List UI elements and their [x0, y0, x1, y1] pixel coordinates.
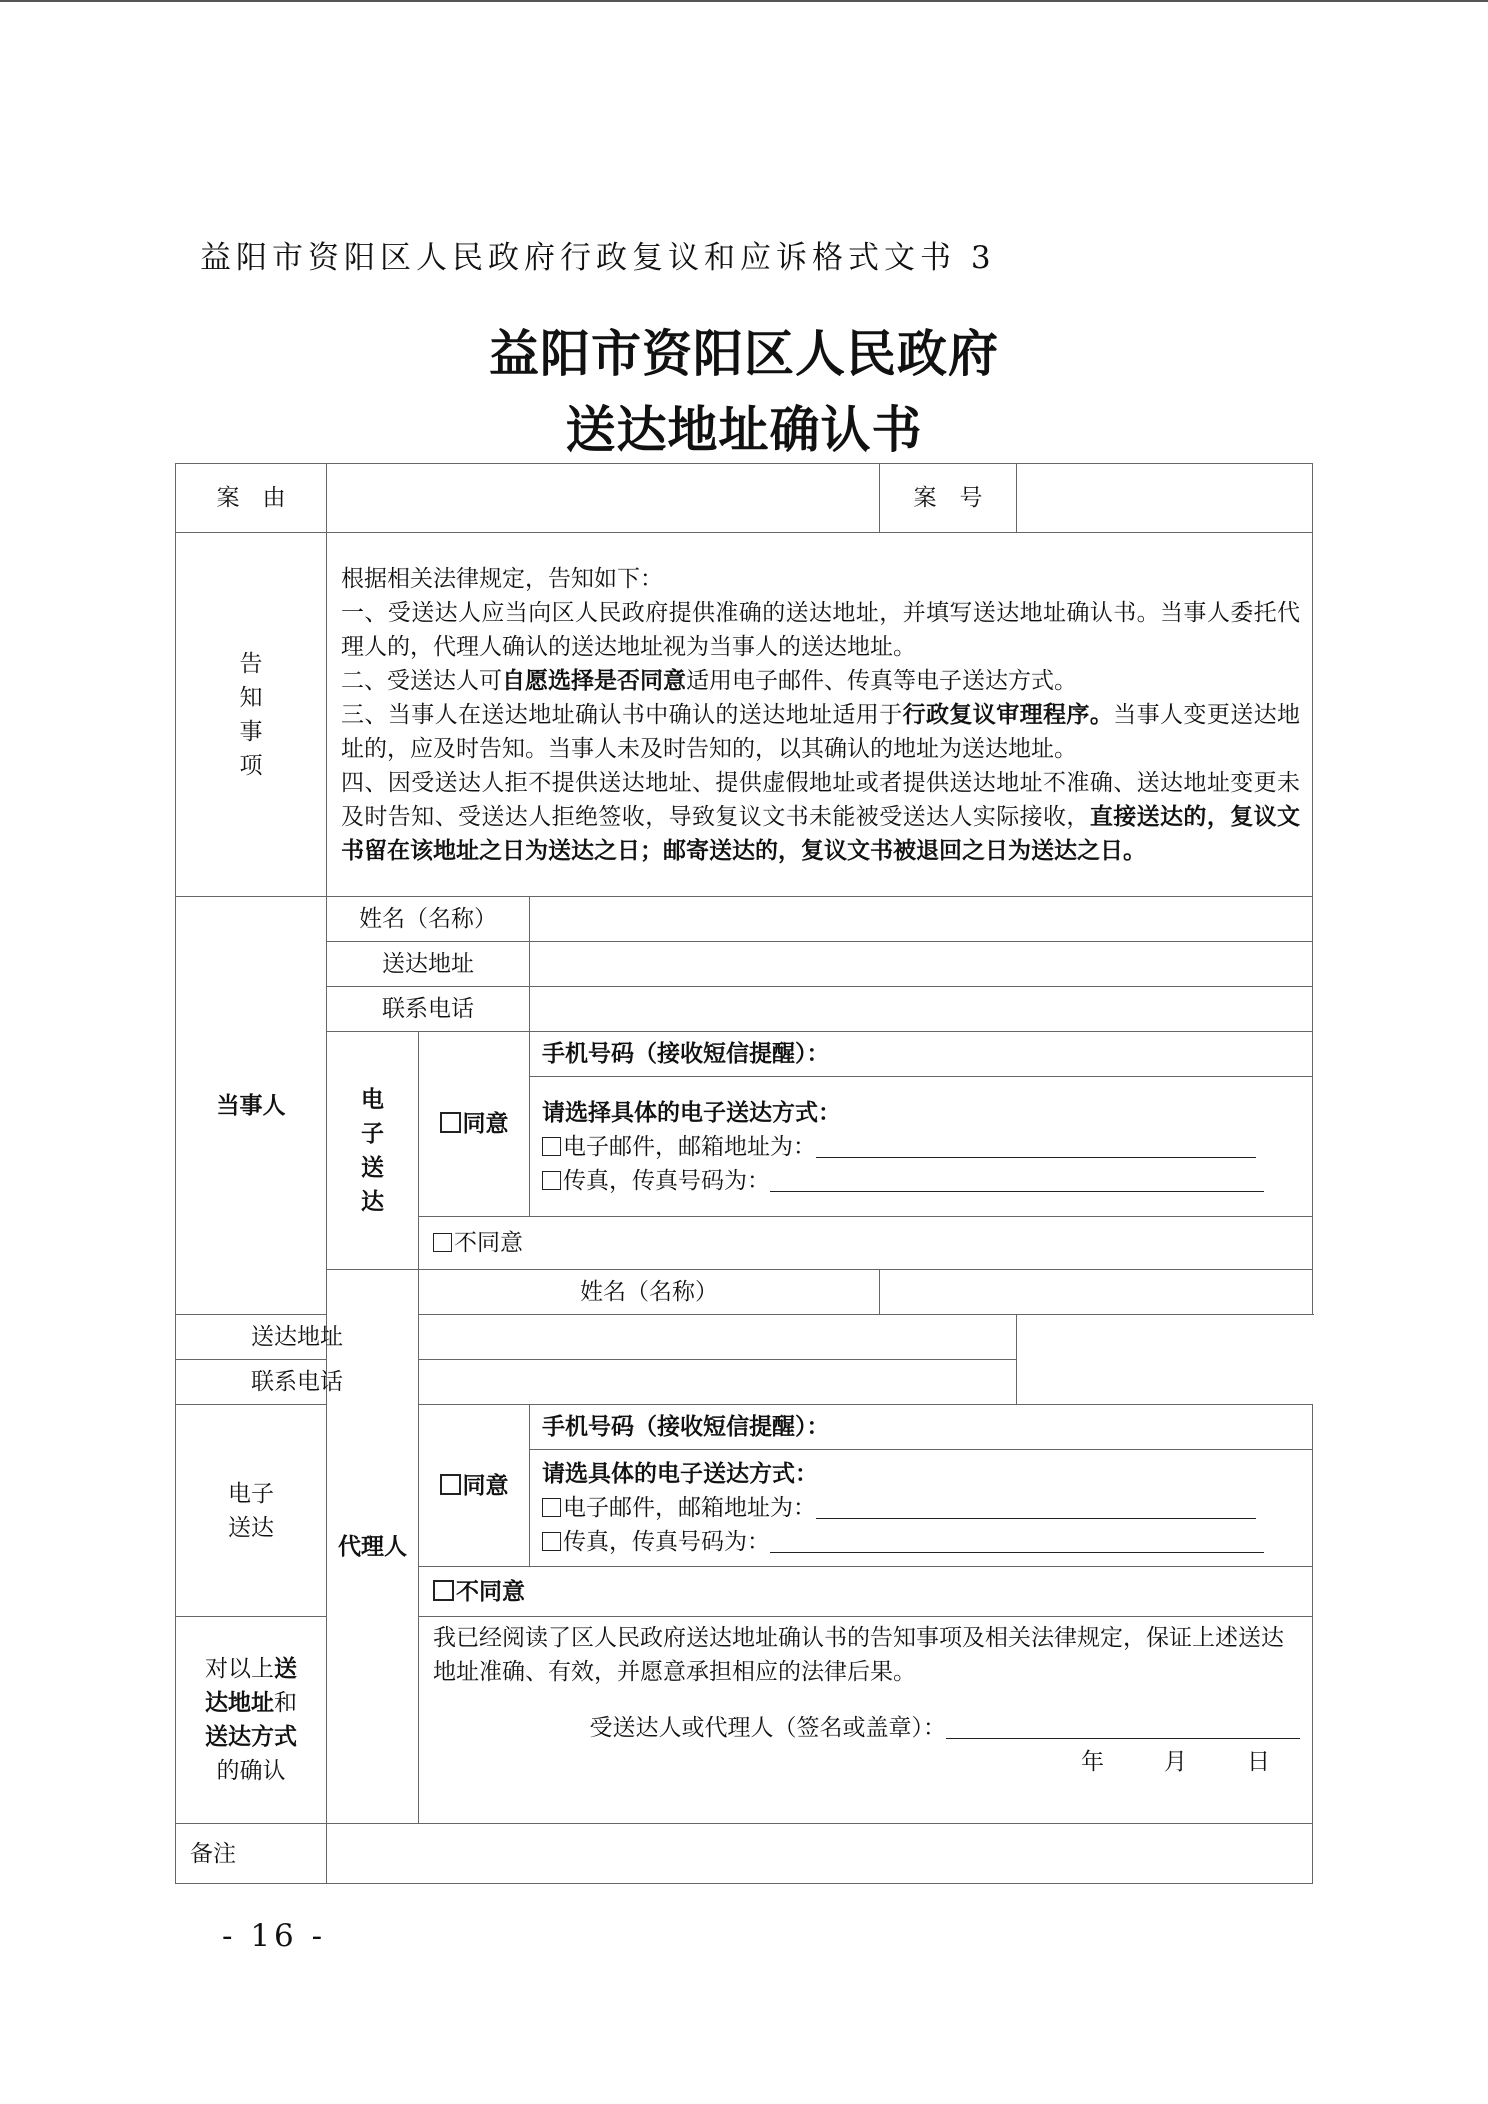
signature-date [433, 1745, 1300, 1779]
case-number-field[interactable] [1017, 464, 1313, 533]
agent-fax-option[interactable]: 传真，传真号码为： [542, 1525, 1300, 1559]
document-title-line2: 送达地址确认书 [565, 400, 923, 459]
notice-item-3: 三、当事人在送达地址确认书中确认的送达地址适用于行政复议审理程序。当事人变更送达地址的，应及时告知。当事人未及时告知的，以其确认的地址为送达地址。 [341, 700, 1301, 762]
case-reason-label: 案 由 [176, 464, 327, 533]
party-disagree-checkbox[interactable] [433, 1233, 452, 1252]
agent-phone-label: 联系电话 [176, 1360, 419, 1405]
party-name-label: 姓名（名称） [327, 897, 530, 942]
confirmation-statement: 我已经阅读了区人民政府送达地址确认书的告知事项及相关法律规定，保证上述送达地址准确、有效，并愿意承担相应的法律后果。 [433, 1625, 1284, 1685]
party-mobile-label: 手机号码（接收短信提醒）： [530, 1032, 1313, 1077]
agent-electronic-label: 电子 送达 [176, 1405, 327, 1617]
party-phone-label: 联系电话 [327, 987, 530, 1032]
agent-email-checkbox[interactable] [542, 1498, 561, 1517]
notice-label: 告 知 事 项 [176, 533, 327, 897]
confirmation-content [419, 1617, 1313, 1824]
signature-line: 受送达人或代理人（签名或盖章）： [433, 1711, 1300, 1745]
remarks-label: 备注 [176, 1824, 327, 1884]
party-agree-checkbox[interactable] [440, 1112, 461, 1133]
agent-name-label: 姓名（名称） [419, 1270, 880, 1315]
agent-email-option[interactable]: 电子邮件，邮箱地址为： [542, 1491, 1300, 1525]
agent-label: 代理人 [327, 1270, 419, 1824]
date-day-label: 日 [1247, 1749, 1271, 1775]
agent-choose-label: 请选具体的电子送达方式： [542, 1460, 818, 1487]
party-email-checkbox[interactable] [542, 1137, 561, 1156]
party-address-field[interactable] [530, 942, 1313, 987]
agent-address-label: 送达地址 [176, 1315, 419, 1360]
agent-disagree-checkbox[interactable] [433, 1580, 454, 1601]
address-confirmation-form [175, 463, 1313, 1884]
case-number-label: 案 号 [880, 464, 1017, 533]
signature-input-line[interactable] [946, 1714, 1300, 1739]
agent-name-field[interactable] [880, 1270, 1313, 1315]
party-phone-field[interactable] [530, 987, 1313, 1032]
agent-mobile-label: 手机号码（接收短信提醒）： [530, 1405, 1313, 1450]
agent-electronic-methods [530, 1450, 1313, 1567]
notice-item-4: 四、因受送达人拒不提供送达地址、提供虚假地址或者提供送达地址不准确、送达地址变更未及时告知、受送达人拒绝签收，导致复议文书未能被受送达人实际接收，直接送达的，复议文书留在该地址之日为送达之日；邮寄送达的，复议文书被退回之日为送达之日。 [341, 769, 1301, 864]
agent-email-input-line[interactable] [816, 1494, 1256, 1519]
party-address-label: 送达地址 [327, 942, 530, 987]
party-disagree-option[interactable]: 不同意 [419, 1217, 1313, 1270]
case-row [176, 464, 1313, 533]
remarks-field[interactable] [327, 1824, 1313, 1884]
agent-disagree-option[interactable]: 不同意 [419, 1567, 1313, 1617]
party-fax-option[interactable]: 传真，传真号码为： [542, 1164, 1300, 1198]
notice-item-1: 一、受送达人应当向区人民政府提供准确的送达地址，并填写送达地址确认书。当事人委托代理人的，代理人确认的送达地址视为当事人的送达地址。 [341, 599, 1301, 660]
party-name-field[interactable] [530, 897, 1313, 942]
agent-fax-checkbox[interactable] [542, 1532, 561, 1551]
case-reason-field[interactable] [327, 464, 880, 533]
date-year-label: 年 [1081, 1749, 1105, 1775]
agent-agree-checkbox[interactable] [440, 1474, 461, 1495]
notice-item-2: 二、受送达人可自愿选择是否同意适用电子邮件、传真等电子送达方式。 [341, 666, 1077, 694]
party-choose-label: 请选择具体的电子送达方式： [542, 1098, 841, 1126]
page-number: - 16 - [222, 1918, 327, 1954]
agent-agree-option[interactable]: 同意 [419, 1405, 530, 1567]
notice-row [176, 533, 1313, 897]
party-agree-option[interactable]: 同意 [419, 1032, 530, 1217]
agent-address-field[interactable] [419, 1315, 1017, 1360]
party-email-option[interactable]: 电子邮件，邮箱地址为： [542, 1130, 1300, 1164]
party-fax-input-line[interactable] [770, 1167, 1264, 1192]
agent-phone-field[interactable] [419, 1360, 1017, 1405]
top-border-line [0, 0, 1488, 2]
notice-content [327, 533, 1313, 897]
party-electronic-label: 电 子 送 达 [327, 1032, 419, 1270]
document-title-line1: 益阳市资阳区人民政府 [489, 324, 999, 383]
party-electronic-methods [530, 1077, 1313, 1217]
party-fax-checkbox[interactable] [542, 1171, 561, 1190]
notice-intro: 根据相关法律规定，告知如下： [341, 565, 663, 592]
document-series-label: 益阳市资阳区人民政府行政复议和应诉格式文书 3 [200, 240, 996, 276]
confirmation-label: 对以上送 达地址和 送达方式 的确认 [176, 1617, 327, 1824]
party-email-input-line[interactable] [816, 1133, 1256, 1158]
party-label: 当事人 [176, 897, 327, 1315]
date-month-label: 月 [1164, 1749, 1188, 1775]
agent-fax-input-line[interactable] [770, 1528, 1264, 1553]
